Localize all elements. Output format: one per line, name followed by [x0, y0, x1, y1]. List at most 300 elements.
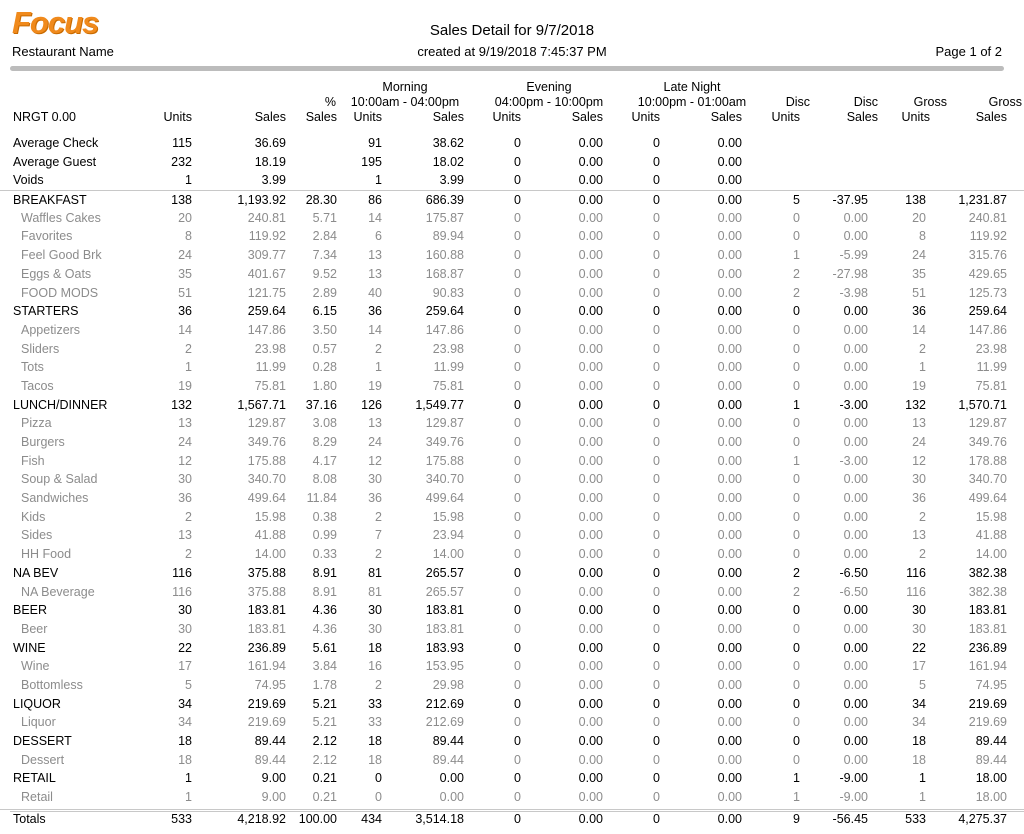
gross-units-cell: 30	[912, 472, 926, 487]
late-sales-cell: 0.00	[717, 229, 742, 244]
gross-units-cell: 18	[912, 752, 926, 767]
evening-units-cell: 0	[514, 416, 521, 431]
item-name-cell: Waffles Cakes	[21, 210, 101, 225]
table-row-subitem	[0, 508, 1024, 527]
item-name-cell: STARTERS	[13, 304, 79, 319]
report-title: Sales Detail for 9/7/2018	[429, 22, 595, 39]
late-sales-cell: 0.00	[717, 790, 742, 805]
disc-sales-cell: -5.99	[839, 248, 868, 263]
units-cell: 132	[171, 397, 192, 412]
gross-units-cell: 138	[905, 193, 926, 208]
late-units-cell: 0	[653, 378, 660, 393]
units-cell: 2	[185, 341, 192, 356]
disc-units-cell: 2	[793, 285, 800, 300]
evening-units-cell: 0	[514, 509, 521, 524]
gross-sales-cell: 75.81	[975, 378, 1007, 393]
table-row-subitem	[0, 545, 1024, 564]
sales-cell: 183.81	[247, 621, 286, 636]
morning-units-cell: 40	[368, 285, 382, 300]
disc-units-cell: 0	[793, 528, 800, 543]
header-nrgt: NRGT 0.00	[13, 110, 76, 124]
disc-sales-cell: 0.00	[843, 603, 868, 618]
disc-sales-cell: 0.00	[843, 677, 868, 692]
page-indicator: Page 1 of 2	[935, 44, 1002, 59]
late-units-cell: 0	[653, 304, 660, 319]
morning-units-cell: 434	[361, 811, 382, 826]
morning-units-cell: 0	[375, 790, 382, 805]
late-sales-cell: 0.00	[717, 322, 742, 337]
gross-sales-cell: 125.73	[968, 285, 1007, 300]
evening-sales-cell: 0.00	[578, 360, 603, 375]
disc-sales-cell: -3.00	[839, 453, 868, 468]
header-morning-title: Morning	[382, 80, 428, 94]
morning-units-cell: 30	[368, 603, 382, 618]
gross-units-cell: 24	[912, 435, 926, 449]
pct-sales-cell: 7.34	[312, 248, 337, 263]
evening-sales-cell: 0.00	[578, 397, 603, 412]
disc-sales-cell: -3.98	[839, 285, 868, 300]
disc-units-cell: 1	[793, 771, 800, 786]
morning-units-cell: 6	[375, 229, 382, 244]
sales-cell: 74.95	[254, 677, 286, 692]
table-row-subitem	[0, 470, 1024, 489]
header-divider	[10, 66, 1004, 71]
gross-sales-cell: 183.81	[968, 621, 1007, 636]
late-sales-cell: 0.00	[717, 285, 742, 300]
table-row-subitem	[0, 676, 1024, 695]
header-pct-sales: Sales	[305, 110, 337, 124]
disc-units-cell: 0	[793, 640, 800, 655]
item-name-cell: Retail	[21, 790, 53, 805]
evening-units-cell: 0	[514, 435, 521, 449]
evening-sales-cell: 0.00	[578, 229, 603, 244]
disc-sales-cell: 0.00	[843, 416, 868, 431]
sales-detail-table	[0, 134, 1024, 827]
late-units-cell: 0	[653, 491, 660, 506]
disc-units-cell: 0	[793, 509, 800, 524]
gross-sales-cell: 429.65	[968, 266, 1007, 281]
pct-sales-cell: 4.17	[312, 453, 337, 468]
units-cell: 13	[178, 416, 192, 431]
table-row	[0, 639, 1024, 658]
table-row-subitem	[0, 377, 1024, 396]
evening-units-cell: 0	[514, 603, 521, 618]
gross-sales-cell: 15.98	[975, 509, 1007, 524]
table-row-subitem	[0, 713, 1024, 732]
restaurant-name: Restaurant Name	[12, 44, 114, 59]
gross-sales-cell: 219.69	[968, 696, 1007, 711]
evening-sales-cell: 0.00	[578, 752, 603, 767]
morning-sales-cell: 175.88	[425, 453, 464, 468]
disc-sales-cell: 0.00	[843, 341, 868, 356]
disc-units-cell: 0	[793, 360, 800, 375]
late-units-cell: 0	[653, 210, 660, 225]
pct-sales-cell: 28.30	[305, 193, 337, 208]
morning-units-cell: 2	[375, 341, 382, 356]
sales-cell: 75.81	[254, 378, 286, 393]
table-row-subitem	[0, 657, 1024, 676]
gross-sales-cell: 89.44	[975, 752, 1007, 767]
item-name-cell: DESSERT	[13, 734, 72, 748]
gross-units-cell: 1	[919, 790, 926, 805]
sales-cell: 1,567.71	[237, 397, 286, 412]
morning-units-cell: 81	[368, 565, 382, 580]
morning-sales-cell: 0.00	[439, 790, 464, 805]
evening-sales-cell: 0.00	[578, 322, 603, 337]
evening-units-cell: 0	[514, 771, 521, 786]
table-row-subitem	[0, 246, 1024, 265]
table-row	[0, 695, 1024, 714]
pct-sales-cell: 100.00	[298, 811, 337, 826]
gross-sales-cell: 4,275.37	[958, 811, 1007, 826]
sales-cell: 219.69	[247, 715, 286, 730]
late-sales-cell: 0.00	[717, 304, 742, 319]
item-name-cell: HH Food	[21, 547, 72, 562]
gross-units-cell: 1	[919, 360, 926, 375]
table-row-subitem	[0, 209, 1024, 228]
units-cell: 138	[171, 193, 192, 208]
disc-sales-cell: 0.00	[843, 752, 868, 767]
late-units-cell: 0	[653, 659, 660, 674]
units-cell: 115	[172, 136, 192, 150]
evening-sales-cell: 0.00	[578, 790, 603, 805]
units-cell: 2	[185, 547, 192, 562]
gross-sales-cell: 74.95	[975, 677, 1007, 692]
evening-sales-cell: 0.00	[578, 472, 603, 487]
units-cell: 1	[185, 771, 192, 786]
disc-units-cell: 0	[793, 752, 800, 767]
late-units-cell: 0	[653, 509, 660, 524]
gross-units-cell: 1	[919, 771, 926, 786]
morning-units-cell: 18	[368, 734, 382, 748]
morning-sales-cell: 14.00	[432, 547, 464, 562]
morning-units-cell: 14	[368, 322, 382, 337]
sales-cell: 309.77	[247, 248, 286, 263]
gross-units-cell: 36	[912, 304, 926, 319]
gross-units-cell: 30	[912, 621, 926, 636]
pct-sales-cell: 3.84	[312, 659, 337, 674]
evening-sales-cell: 0.00	[578, 266, 603, 281]
morning-sales-cell: 129.87	[425, 416, 464, 431]
disc-units-cell: 0	[793, 734, 800, 748]
sales-cell: 375.88	[247, 565, 286, 580]
evening-sales-cell: 0.00	[578, 435, 603, 449]
morning-sales-cell: 686.39	[425, 193, 464, 208]
evening-sales-cell: 0.00	[578, 696, 603, 711]
units-cell: 17	[178, 659, 192, 674]
disc-sales-cell: 0.00	[843, 528, 868, 543]
gross-sales-cell: 259.64	[968, 304, 1007, 319]
late-sales-cell: 0.00	[717, 266, 742, 281]
disc-units-cell: 0	[793, 491, 800, 506]
sales-cell: 183.81	[247, 603, 286, 618]
pct-sales-cell: 8.91	[312, 584, 337, 599]
item-name-cell: LIQUOR	[13, 696, 61, 711]
late-units-cell: 0	[653, 603, 660, 618]
morning-sales-cell: 349.76	[425, 435, 464, 449]
evening-units-cell: 0	[514, 229, 521, 244]
evening-units-cell: 0	[514, 491, 521, 506]
disc-sales-cell: -9.00	[839, 771, 868, 786]
pct-sales-cell: 9.52	[312, 266, 337, 281]
evening-sales-cell: 0.00	[578, 248, 603, 263]
units-cell: 51	[178, 285, 192, 300]
evening-sales-cell: 0.00	[578, 734, 603, 748]
late-sales-cell: 0.00	[717, 491, 742, 506]
late-sales-cell: 0.00	[717, 453, 742, 468]
late-sales-cell: 0.00	[717, 584, 742, 599]
morning-units-cell: 91	[368, 136, 382, 150]
late-units-cell: 0	[653, 154, 660, 169]
disc-sales-cell: 0.00	[843, 472, 868, 487]
disc-sales-cell: 0.00	[843, 304, 868, 319]
gross-sales-cell: 382.38	[968, 565, 1007, 580]
morning-sales-cell: 18.02	[432, 154, 464, 169]
late-units-cell: 0	[653, 715, 660, 730]
evening-units-cell: 0	[514, 248, 521, 263]
late-units-cell: 0	[653, 584, 660, 599]
gross-units-cell: 19	[912, 378, 926, 393]
disc-units-cell: 9	[793, 811, 800, 826]
disc-sales-cell: -6.50	[839, 565, 868, 580]
table-row	[0, 732, 1024, 751]
units-cell: 1	[185, 173, 192, 188]
late-sales-cell: 0.00	[717, 136, 742, 150]
gross-units-cell: 24	[912, 248, 926, 263]
gross-sales-cell: 18.00	[975, 790, 1007, 805]
gross-units-cell: 8	[919, 229, 926, 244]
table-row	[0, 134, 1024, 153]
evening-sales-cell: 0.00	[578, 173, 603, 188]
morning-sales-cell: 90.83	[432, 285, 464, 300]
gross-sales-cell: 382.38	[968, 584, 1007, 599]
gross-units-cell: 2	[919, 547, 926, 562]
evening-units-cell: 0	[514, 193, 521, 208]
units-cell: 13	[178, 528, 192, 543]
gross-units-cell: 34	[912, 715, 926, 730]
report-created-at: created at 9/19/2018 7:45:37 PM	[417, 44, 607, 59]
evening-units-cell: 0	[514, 266, 521, 281]
disc-units-cell: 0	[793, 435, 800, 449]
item-name-cell: Voids	[13, 173, 44, 188]
late-units-cell: 0	[653, 528, 660, 543]
morning-sales-cell: 89.44	[432, 734, 464, 748]
item-name-cell: NA BEV	[13, 565, 59, 580]
late-units-cell: 0	[653, 752, 660, 767]
evening-units-cell: 0	[514, 696, 521, 711]
gross-units-cell: 34	[912, 696, 926, 711]
disc-units-cell: 0	[793, 322, 800, 337]
disc-sales-cell: 0.00	[843, 360, 868, 375]
evening-sales-cell: 0.00	[578, 677, 603, 692]
sales-cell: 18.19	[254, 154, 286, 169]
item-name-cell: Tots	[21, 360, 44, 375]
item-name-cell: BREAKFAST	[13, 193, 87, 208]
late-sales-cell: 0.00	[717, 640, 742, 655]
evening-sales-cell: 0.00	[578, 304, 603, 319]
evening-sales-cell: 0.00	[578, 771, 603, 786]
table-row-subitem	[0, 321, 1024, 340]
gross-sales-cell: 315.76	[968, 248, 1007, 263]
pct-sales-cell: 4.36	[312, 603, 337, 618]
morning-units-cell: 1	[375, 173, 382, 188]
units-cell: 22	[178, 640, 192, 655]
item-name-cell: Appetizers	[21, 322, 81, 337]
gross-sales-cell: 219.69	[968, 715, 1007, 730]
late-sales-cell: 0.00	[717, 547, 742, 562]
disc-sales-cell: -56.45	[832, 811, 868, 826]
header-units: Units	[163, 110, 192, 124]
late-sales-cell: 0.00	[717, 677, 742, 692]
disc-sales-cell: -6.50	[839, 584, 868, 599]
sales-cell: 349.76	[247, 435, 286, 449]
gross-sales-cell: 178.88	[968, 453, 1007, 468]
pct-sales-cell: 0.28	[312, 360, 337, 375]
gross-units-cell: 51	[912, 285, 926, 300]
gross-sales-cell: 89.44	[975, 734, 1007, 748]
gross-sales-cell: 499.64	[968, 491, 1007, 506]
sales-cell: 14.00	[254, 547, 286, 562]
gross-units-cell: 533	[905, 811, 926, 826]
units-cell: 34	[178, 696, 192, 711]
morning-units-cell: 33	[368, 715, 382, 730]
morning-units-cell: 30	[368, 472, 382, 487]
sales-cell: 121.75	[247, 285, 286, 300]
item-name-cell: Dessert	[21, 752, 65, 767]
header-late-range: 10:00pm - 01:00am	[637, 95, 747, 109]
gross-sales-cell: 14.00	[975, 547, 1007, 562]
sales-cell: 9.00	[261, 790, 286, 805]
late-sales-cell: 0.00	[717, 752, 742, 767]
disc-units-cell: 0	[793, 603, 800, 618]
disc-sales-cell: 0.00	[843, 659, 868, 674]
sales-cell: 259.64	[247, 304, 286, 319]
disc-sales-cell: 0.00	[843, 547, 868, 562]
disc-units-cell: 2	[793, 266, 800, 281]
late-units-cell: 0	[653, 416, 660, 431]
disc-units-cell: 2	[793, 565, 800, 580]
units-cell: 24	[178, 435, 192, 449]
evening-sales-cell: 0.00	[578, 811, 603, 826]
gross-units-cell: 132	[905, 397, 926, 412]
header-evening-range: 04:00pm - 10:00pm	[494, 95, 604, 109]
late-units-cell: 0	[653, 435, 660, 449]
late-units-cell: 0	[653, 173, 660, 188]
disc-units-cell: 1	[793, 397, 800, 412]
evening-sales-cell: 0.00	[578, 715, 603, 730]
morning-units-cell: 1	[375, 360, 382, 375]
evening-sales-cell: 0.00	[578, 509, 603, 524]
disc-sales-cell: 0.00	[843, 229, 868, 244]
item-name-cell: Feel Good Brk	[21, 248, 102, 263]
evening-sales-cell: 0.00	[578, 341, 603, 356]
gross-units-cell: 14	[912, 322, 926, 337]
gross-units-cell: 36	[912, 491, 926, 506]
evening-units-cell: 0	[514, 659, 521, 674]
late-units-cell: 0	[653, 640, 660, 655]
evening-units-cell: 0	[514, 677, 521, 692]
units-cell: 1	[185, 790, 192, 805]
evening-units-cell: 0	[514, 811, 521, 826]
gross-sales-cell: 236.89	[968, 640, 1007, 655]
units-cell: 36	[178, 491, 192, 506]
table-row-subitem	[0, 414, 1024, 433]
evening-sales-cell: 0.00	[578, 603, 603, 618]
disc-units-cell: 0	[793, 696, 800, 711]
morning-units-cell: 33	[368, 696, 382, 711]
gross-sales-cell: 147.86	[968, 322, 1007, 337]
disc-sales-cell: 0.00	[843, 640, 868, 655]
header-late-title: Late Night	[663, 80, 721, 94]
pct-sales-cell: 5.21	[312, 696, 337, 711]
item-name-cell: Sandwiches	[21, 491, 89, 506]
morning-units-cell: 126	[361, 397, 382, 412]
evening-units-cell: 0	[514, 304, 521, 319]
table-row	[0, 302, 1024, 321]
gross-sales-cell: 340.70	[968, 472, 1007, 487]
item-name-cell: Average Check	[13, 136, 99, 150]
units-cell: 30	[178, 472, 192, 487]
evening-sales-cell: 0.00	[578, 136, 603, 150]
sales-cell: 240.81	[247, 210, 286, 225]
item-name-cell: RETAIL	[13, 771, 56, 786]
disc-sales-cell: -3.00	[839, 397, 868, 412]
totals-divider	[10, 811, 1024, 812]
morning-units-cell: 30	[368, 621, 382, 636]
morning-sales-cell: 38.62	[432, 136, 464, 150]
table-row-subitem	[0, 265, 1024, 284]
item-name-cell: Bottomless	[21, 677, 83, 692]
item-name-cell: Sides	[21, 528, 53, 543]
units-cell: 19	[178, 378, 192, 393]
evening-units-cell: 0	[514, 210, 521, 225]
morning-sales-cell: 75.81	[432, 378, 464, 393]
units-cell: 24	[178, 248, 192, 263]
morning-units-cell: 13	[368, 248, 382, 263]
evening-sales-cell: 0.00	[578, 528, 603, 543]
table-row-subitem	[0, 340, 1024, 359]
morning-units-cell: 14	[368, 210, 382, 225]
table-row-subitem	[0, 227, 1024, 246]
late-sales-cell: 0.00	[717, 603, 742, 618]
item-name-cell: WINE	[13, 640, 46, 655]
disc-units-cell: 0	[793, 472, 800, 487]
evening-sales-cell: 0.00	[578, 491, 603, 506]
item-name-cell: BEER	[13, 603, 48, 618]
late-units-cell: 0	[653, 811, 660, 826]
table-row-subitem	[0, 433, 1024, 452]
morning-sales-cell: 265.57	[425, 565, 464, 580]
evening-units-cell: 0	[514, 322, 521, 337]
late-sales-cell: 0.00	[717, 509, 742, 524]
morning-sales-cell: 23.98	[432, 341, 464, 356]
gross-units-cell: 18	[912, 734, 926, 748]
disc-units-cell: 0	[793, 304, 800, 319]
morning-units-cell: 13	[368, 266, 382, 281]
sales-cell: 4,218.92	[237, 811, 286, 826]
late-sales-cell: 0.00	[717, 378, 742, 393]
disc-units-cell: 5	[793, 193, 800, 208]
sales-cell: 129.87	[247, 416, 286, 431]
units-cell: 34	[178, 715, 192, 730]
evening-sales-cell: 0.00	[578, 659, 603, 674]
pct-sales-cell: 8.08	[312, 472, 337, 487]
sales-cell: 9.00	[261, 771, 286, 786]
morning-units-cell: 81	[368, 584, 382, 599]
morning-units-cell: 12	[368, 453, 382, 468]
morning-sales-cell: 3,514.18	[415, 811, 464, 826]
evening-units-cell: 0	[514, 565, 521, 580]
